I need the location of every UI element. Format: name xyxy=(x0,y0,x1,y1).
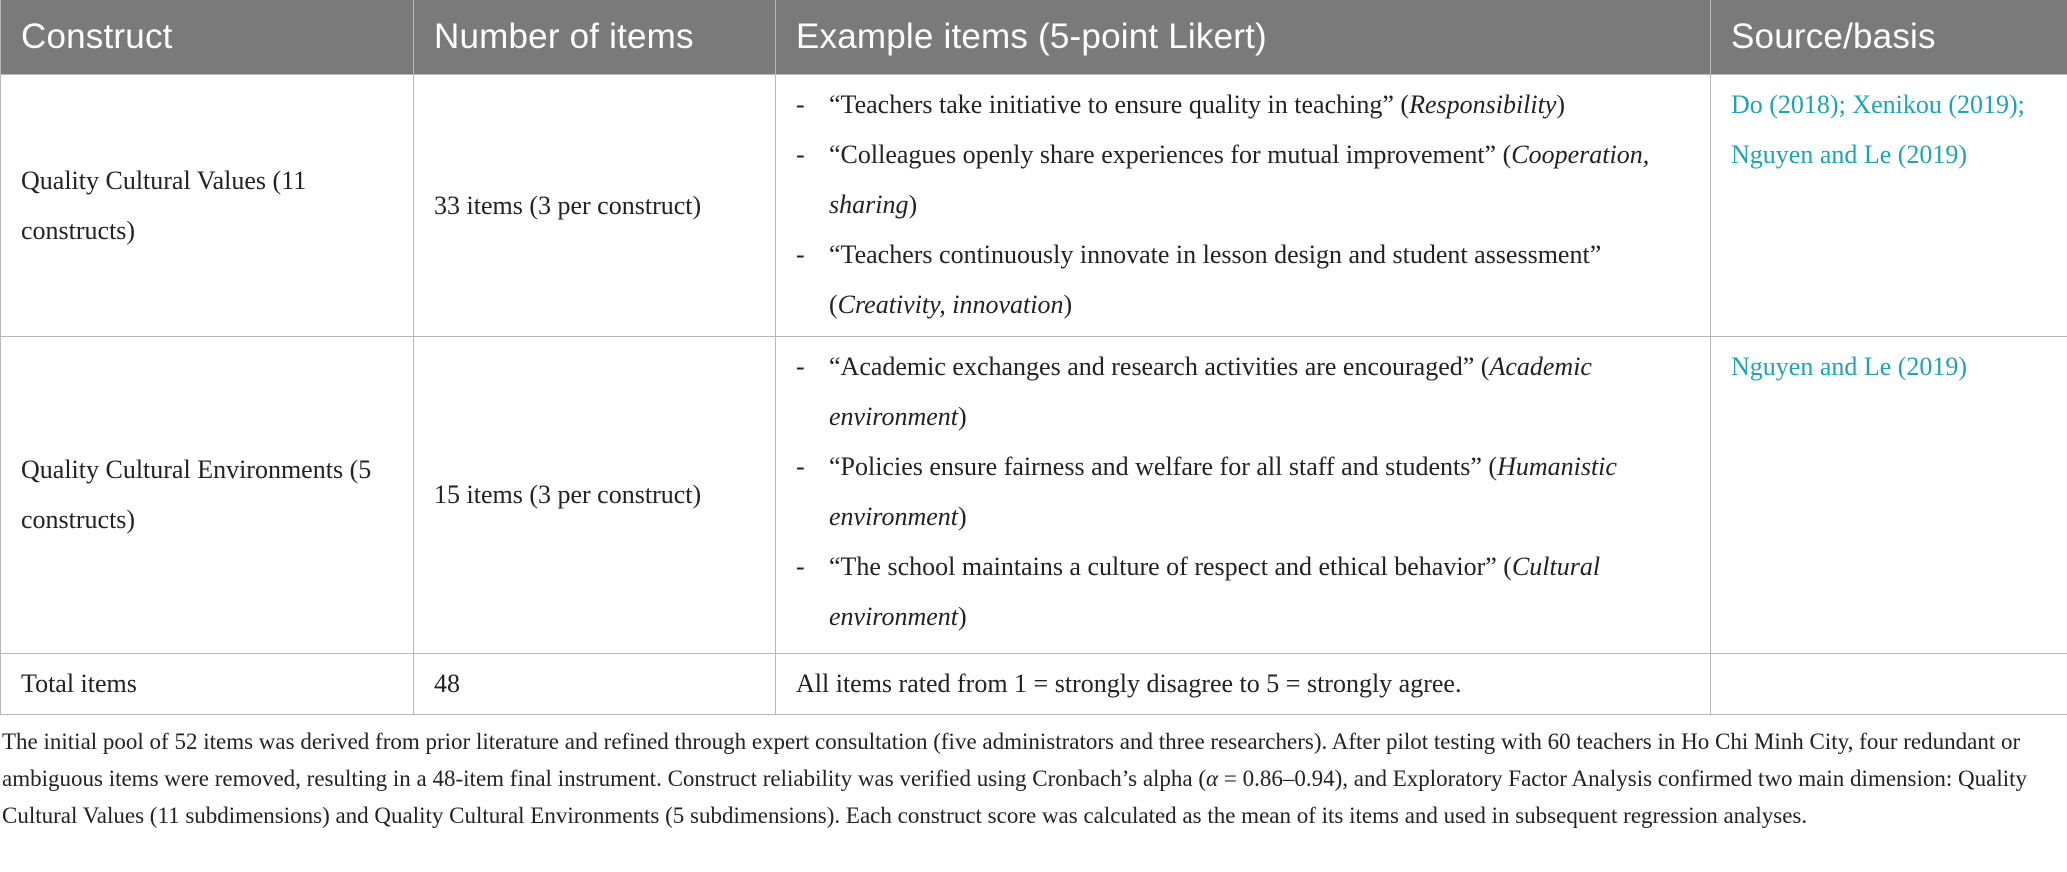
source-citation-link[interactable]: Do (2018); Xenikou (2019); Nguyen and Le (2019) xyxy=(1731,90,2025,169)
example-item-construct: Academic environment xyxy=(829,352,1592,431)
header-number-of-items: Number of items xyxy=(414,0,776,75)
construct-cell: Total items xyxy=(1,654,414,715)
example-item-close: ) xyxy=(958,602,967,631)
source-citation-link[interactable]: Nguyen and Le (2019) xyxy=(1731,352,1968,381)
rating-scale-cell: All items rated from 1 = strongly disagree to 5 = strongly agree. xyxy=(776,654,1711,715)
example-item-text: “Teachers continuously innovate in lesson design and student assessment” ( xyxy=(829,240,1602,319)
source-cell xyxy=(1711,337,2067,654)
source-cell xyxy=(1711,654,2067,715)
example-items-list xyxy=(796,342,1698,642)
example-item-close: ) xyxy=(958,502,967,531)
example-items-list xyxy=(796,80,1698,330)
example-item-text: “The school maintains a culture of respect and ethical behavior” ( xyxy=(829,552,1512,581)
example-item-construct: Cultural environment xyxy=(829,552,1601,631)
header-construct: Construct xyxy=(1,0,414,75)
example-items-cell xyxy=(776,337,1711,654)
list-item xyxy=(796,230,1698,330)
list-dash: - xyxy=(796,90,805,119)
header-example-items: Example items (5-point Likert) xyxy=(776,0,1711,75)
example-items-cell xyxy=(776,75,1711,337)
construct-cell: Quality Cultural Environments (5 constructs) xyxy=(1,337,414,654)
example-item-close: ) xyxy=(908,190,918,219)
item-count-cell: 33 items (3 per construct) xyxy=(414,75,776,337)
list-item xyxy=(796,442,1698,542)
table-row xyxy=(1,75,2067,337)
example-item-text: “Academic exchanges and research activities are encouraged” ( xyxy=(829,352,1490,381)
table-row xyxy=(1,337,2067,654)
example-item-construct: Creativity, innovation xyxy=(837,290,1064,319)
list-dash: - xyxy=(796,452,805,481)
list-dash: - xyxy=(796,552,805,581)
table-footnote xyxy=(0,715,2067,834)
list-item xyxy=(796,80,1698,130)
example-item-construct: Cooperation, sharing xyxy=(829,140,1650,219)
list-item xyxy=(796,542,1698,642)
alpha-symbol: α xyxy=(1206,766,1219,791)
table-row-total xyxy=(1,654,2067,715)
list-item xyxy=(796,130,1698,230)
example-item-construct: Responsibility xyxy=(1409,90,1557,119)
footnote-text-end: = 0.86–0.94), and Exploratory Factor Analysis confirmed two main dimension: Quality Cultural Values (11 subdimensions) and Quality Cultural Environments (5 subdimensions). Each construct score was calculated as the mean of its items and used in subsequent regression analyses. xyxy=(2,766,2028,828)
table-header-row xyxy=(1,0,2067,75)
header-source-basis: Source/basis xyxy=(1711,0,2067,75)
list-dash: - xyxy=(796,240,805,269)
source-cell xyxy=(1711,75,2067,337)
example-item-text: “Teachers take initiative to ensure quality in teaching” ( xyxy=(829,90,1410,119)
item-count-cell: 15 items (3 per construct) xyxy=(414,337,776,654)
footnote-text-start: The initial pool of 52 items was derived from prior literature and refined through expert consultation (five administrators and three researchers). After pilot testing with 60 teachers in Ho Chi Minh City, four redundant or ambiguous items were removed, resulting in a 48-item final instrument. Construct reliability was verified using Cronbach’s alpha ( xyxy=(2,729,2021,791)
item-count-cell: 48 xyxy=(414,654,776,715)
example-item-close: ) xyxy=(958,402,967,431)
list-dash: - xyxy=(796,352,805,381)
example-item-close: ) xyxy=(1556,90,1566,119)
example-item-close: ) xyxy=(1063,290,1073,319)
list-dash: - xyxy=(796,140,805,169)
example-item-construct: Humanistic environment xyxy=(829,452,1617,531)
example-item-text: “Policies ensure fairness and welfare for all staff and students” ( xyxy=(829,452,1498,481)
construct-cell: Quality Cultural Values (11 constructs) xyxy=(1,75,414,337)
example-item-text: “Colleagues openly share experiences for mutual improvement” ( xyxy=(829,140,1512,169)
list-item xyxy=(796,342,1698,442)
